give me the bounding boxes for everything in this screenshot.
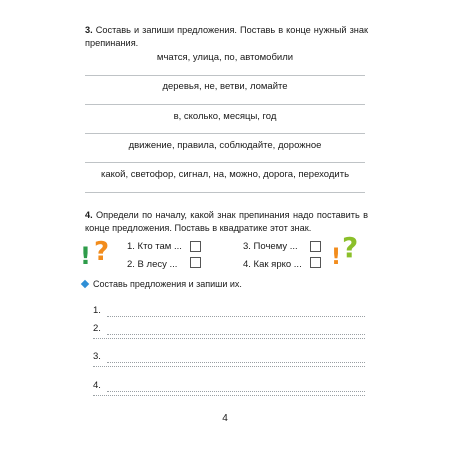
answer-box-4[interactable] bbox=[310, 257, 321, 268]
sentence-start-2: 2. В лесу ... bbox=[127, 259, 178, 270]
sentence-start-1: 1. Кто там ... bbox=[127, 241, 182, 252]
task-4-header bbox=[85, 209, 368, 234]
word-row bbox=[85, 81, 365, 109]
answer-number: 2. bbox=[93, 323, 101, 334]
answer-box-3[interactable] bbox=[310, 241, 321, 252]
answer-box-1[interactable] bbox=[190, 241, 201, 252]
dotted-line bbox=[93, 338, 365, 339]
word-row-text: движение, правила, соблюдайте, дорожное bbox=[128, 140, 322, 151]
dotted-line bbox=[107, 362, 365, 363]
word-row bbox=[85, 111, 365, 139]
task-3-number: 3. bbox=[85, 25, 93, 35]
task-3-instruction: Составь и запиши предложения. Поставь в конце нужный знак препинания. bbox=[85, 25, 368, 48]
word-row bbox=[85, 52, 365, 80]
task-3-header bbox=[85, 24, 368, 49]
page-number: 4 bbox=[222, 413, 228, 424]
answer-extra-line[interactable] bbox=[93, 341, 365, 355]
writing-line bbox=[85, 162, 365, 163]
exclamation-mark-icon: ! bbox=[331, 245, 342, 270]
word-row bbox=[85, 140, 365, 168]
word-row-text: какой, светофор, сигнал, на, можно, дорога, переходить bbox=[100, 169, 350, 180]
answer-extra-line[interactable] bbox=[93, 313, 365, 327]
exclamation-mark-icon: ! bbox=[80, 242, 91, 270]
dotted-line bbox=[107, 391, 365, 392]
answer-number: 4. bbox=[93, 380, 101, 391]
task-4-instruction: Определи по началу, какой знак препинания надо поставить в конце предложения. Поставь в квадратике этот знак. bbox=[85, 210, 368, 233]
dotted-line bbox=[93, 395, 365, 396]
answer-number: 1. bbox=[93, 305, 101, 316]
word-row-text: деревья, не, ветви, ломайте bbox=[162, 81, 288, 92]
question-mark-icon: ? bbox=[94, 237, 110, 267]
writing-line bbox=[85, 104, 365, 105]
answer-extra-line[interactable] bbox=[93, 370, 365, 384]
word-row-text: в, сколько, месяцы, год bbox=[173, 111, 277, 122]
task-4-number: 4. bbox=[85, 210, 93, 220]
diamond-bullet-icon bbox=[81, 280, 89, 288]
dotted-line bbox=[107, 334, 365, 335]
word-row-text: мчатся, улица, по, автомобили bbox=[156, 52, 294, 63]
dotted-line bbox=[93, 366, 365, 367]
sentence-start-4: 4. Как ярко ... bbox=[243, 259, 302, 270]
answer-box-2[interactable] bbox=[190, 257, 201, 268]
writing-line bbox=[85, 133, 365, 134]
answer-number: 3. bbox=[93, 351, 101, 362]
sentence-start-3: 3. Почему ... bbox=[243, 241, 298, 252]
subtask-instruction: Составь предложения и запиши их. bbox=[93, 279, 242, 289]
writing-line bbox=[85, 75, 365, 76]
writing-line bbox=[85, 192, 365, 193]
question-mark-icon: ? bbox=[342, 231, 359, 264]
word-row bbox=[85, 169, 365, 197]
